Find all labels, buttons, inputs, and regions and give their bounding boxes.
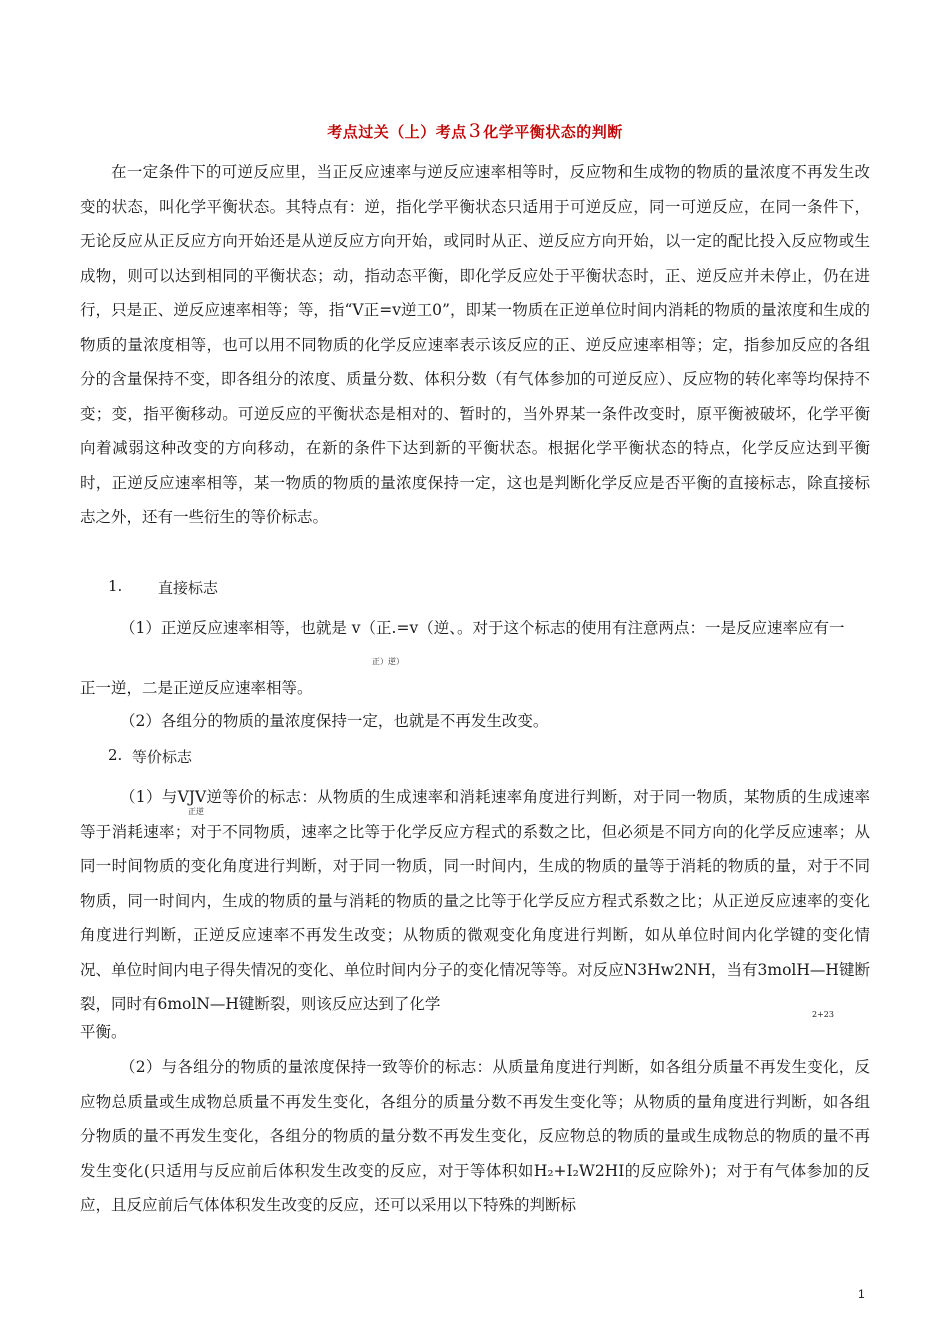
section2-heading: 等价标志 [132, 748, 193, 766]
section1-heading: 直接标志 [158, 579, 219, 597]
page-number: 1 [858, 1287, 865, 1301]
section2-item1: （1）与VJV逆等价的标志：从物质的生成速率和消耗速率角度进行判断，对于同一物质，某物质的生成速率等于消耗速率；对于不同物质，速率之比等于化学反应方程式的系数之比，但必须是不同方向的化学反应速率；从同一时间物质的变化角度进行判断，对于同一物质，同一时间内，生成的物质的量等于消耗的物质的量，对于不同物质，同一时间内，生成的物质的量与消耗的物质的量之比等于化学反应方程式系数之比；从正逆反应速率的变化角度进行判断，正逆反应速率不再发生改变；从物质的微观变化角度进行判断，如从单位时间内化学键的变化情况、单位时间内电子得失情况的变化、单位时间内分子的变化情况等等。对反应N3Hw2NH，当有3molH—H键断裂，同时有6molN—H键断裂，则该反应达到了化学 [80, 788, 870, 1013]
page-title [0, 120, 950, 142]
title-number: 3 [468, 120, 482, 142]
section2-number: 2. [108, 746, 123, 764]
section2-item1-subscript-223: 2+23 [812, 1010, 834, 1019]
intro-paragraph: 在一定条件下的可逆反应里，当正反应速率与逆反应速率相等时，反应物和生成物的物质的量浓度不再发生改变的状态，叫化学平衡状态。其特点有：逆，指化学平衡状态只适用于可逆反应，同一可逆反应，在同一条件下，无论反应从正反应方向开始还是从逆反应方向开始，或同时从正、逆反应方向开始，以一定的配比投入反应物或生成物，则可以达到相同的平衡状态；动，指动态平衡，即化学反应处于平衡状态时，正、逆反应并未停止，仍在进行，只是正、逆反应速率相等；等，指“V正=v逆工0”，即某一物质在正逆单位时间内消耗的物质的量浓度和生成的物质的量浓度相等，也可以用不同物质的化学反应速率表示该反应的正、逆反应速率相等；定，指参加反应的各组分的含量保持不变，即各组分的浓度、质量分数、体积分数（有气体参加的可逆反应）、反应物的转化率等均保持不变；变，指平衡移动。可逆反应的平衡状态是相对的、暂时的，当外界某一条件改变时，原平衡被破坏，化学平衡向着减弱这种改变的方向移动，在新的条件下达到新的平衡状态。根据化学平衡状态的特点，化学反应达到平衡时，正逆反应速率相等，某一物质的物质的量浓度保持一定，这也是判断化学反应是否平衡的直接标志，除直接标志之外，还有一些衍生的等价标志。 [80, 163, 870, 526]
section1-item1-line2: 正一逆，二是正逆反应速率相等。 [80, 679, 313, 697]
section2-item1-tail: 平衡。 [80, 1023, 127, 1041]
section1-number: 1. [108, 577, 123, 595]
title-prefix: 考点过关（上）考点 [327, 123, 467, 141]
section2-item1-subscript-zhengni: 正逆 [188, 807, 204, 816]
title-suffix: 化学平衡状态的判断 [483, 123, 623, 141]
section1-item1-subscript: 正）逆） [372, 657, 404, 666]
section1-item2: （2）各组分的物质的量浓度保持一定，也就是不再发生改变。 [120, 712, 549, 730]
section2-item2: （2）与各组分的物质的量浓度保持一致等价的标志：从质量角度进行判断，如各组分质量不再发生变化，反应物总质量或生成物总质量不再发生变化，各组分的质量分数不再发生变化等；从物质的量角度进行判断，如各组分物质的量不再发生变化，各组分的物质的量分数不再发生变化，反应物总的物质的量或生成物总的物质的量不再发生变化(只适用与反应前后体积发生改变的反应，对于等体积如H₂+I₂W2HI的反应除外)；对于有气体参加的反应，且反应前后气体体积发生改变的反应，还可以采用以下特殊的判断标 [80, 1058, 870, 1214]
section1-item1-line1: （1）正逆反应速率相等，也就是 v（正.=v（逆、。对于这个标志的使用有注意两点：一是反应速率应有一 [120, 619, 845, 637]
